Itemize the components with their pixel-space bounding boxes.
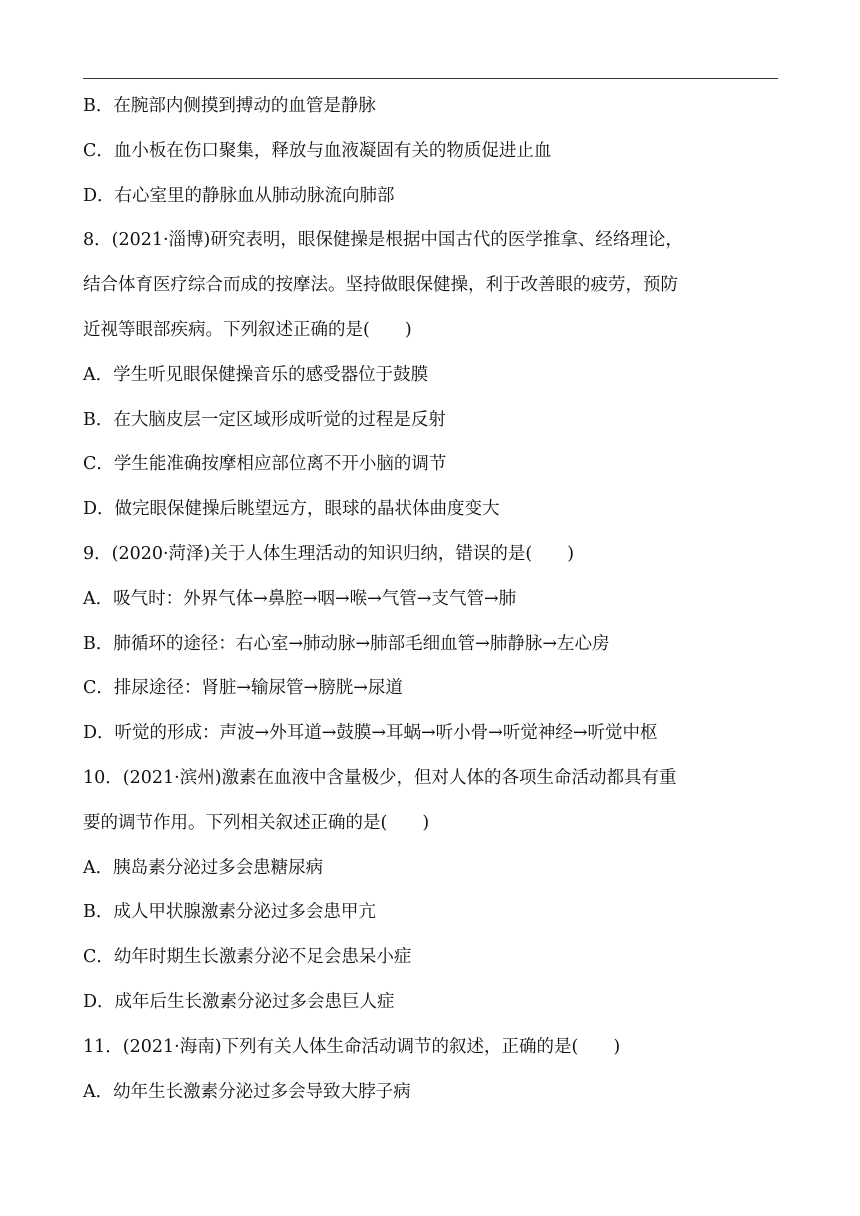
question-10-stem-cont: 要的调节作用。下列相关叙述正确的是( ) [83, 812, 430, 833]
question-8-stem: 8．(2021·淄博)研究表明，眼保健操是根据中国古代的医学推拿、经络理论， [83, 230, 683, 251]
question-10-stem: 10．(2021·滨州)激素在血液中含量极少，但对人体的各项生命活动都具有重 [83, 767, 677, 788]
option-line: B．肺循环的途径：右心室→肺动脉→肺部毛细血管→肺静脉→左心房 [83, 633, 610, 654]
option-line: D．听觉的形成：声波→外耳道→鼓膜→耳蜗→听小骨→听觉神经→听觉中枢 [83, 723, 658, 744]
option-line: C．血小板在伤口聚集，释放与血液凝固有关的物质促进止血 [83, 140, 552, 161]
question-11-stem: 11．(2021·海南)下列有关人体生命活动调节的叙述，正确的是( ) [83, 1036, 621, 1057]
question-8-stem-cont: 结合体育医疗综合而成的按摩法。坚持做眼保健操，利于改善眼的疲劳，预防 [83, 275, 678, 296]
option-line: D．右心室里的静脉血从肺动脉流向肺部 [83, 185, 395, 206]
option-line: C．幼年时期生长激素分泌不足会患呆小症 [83, 947, 412, 968]
option-line: A．学生听见眼保健操音乐的感受器位于鼓膜 [83, 364, 429, 385]
option-line: B．在腕部内侧摸到搏动的血管是静脉 [83, 96, 376, 116]
option-line: B．成人甲状腺激素分泌过多会患甲亢 [83, 902, 376, 923]
option-line: D．做完眼保健操后眺望远方，眼球的晶状体曲度变大 [83, 499, 500, 520]
header-rule [83, 78, 778, 79]
option-line: C．学生能准确按摩相应部位离不开小脑的调节 [83, 454, 447, 475]
option-line: D．成年后生长激素分泌过多会患巨人症 [83, 991, 395, 1012]
question-9-stem: 9．(2020·菏泽)关于人体生理活动的知识归纳，错误的是( ) [83, 543, 575, 564]
option-line: B．在大脑皮层一定区域形成听觉的过程是反射 [83, 409, 446, 430]
option-line: A．胰岛素分泌过多会患糖尿病 [83, 857, 324, 878]
option-line: A．幼年生长激素分泌过多会导致大脖子病 [83, 1081, 411, 1102]
question-8-stem-cont: 近视等眼部疾病。下列叙述正确的是( ) [83, 319, 412, 340]
option-line: A．吸气时：外界气体→鼻腔→咽→喉→气管→支气管→肺 [83, 588, 517, 609]
document-body [83, 84, 783, 1114]
option-line: C．排尿途径：肾脏→输尿管→膀胱→尿道 [83, 678, 403, 699]
